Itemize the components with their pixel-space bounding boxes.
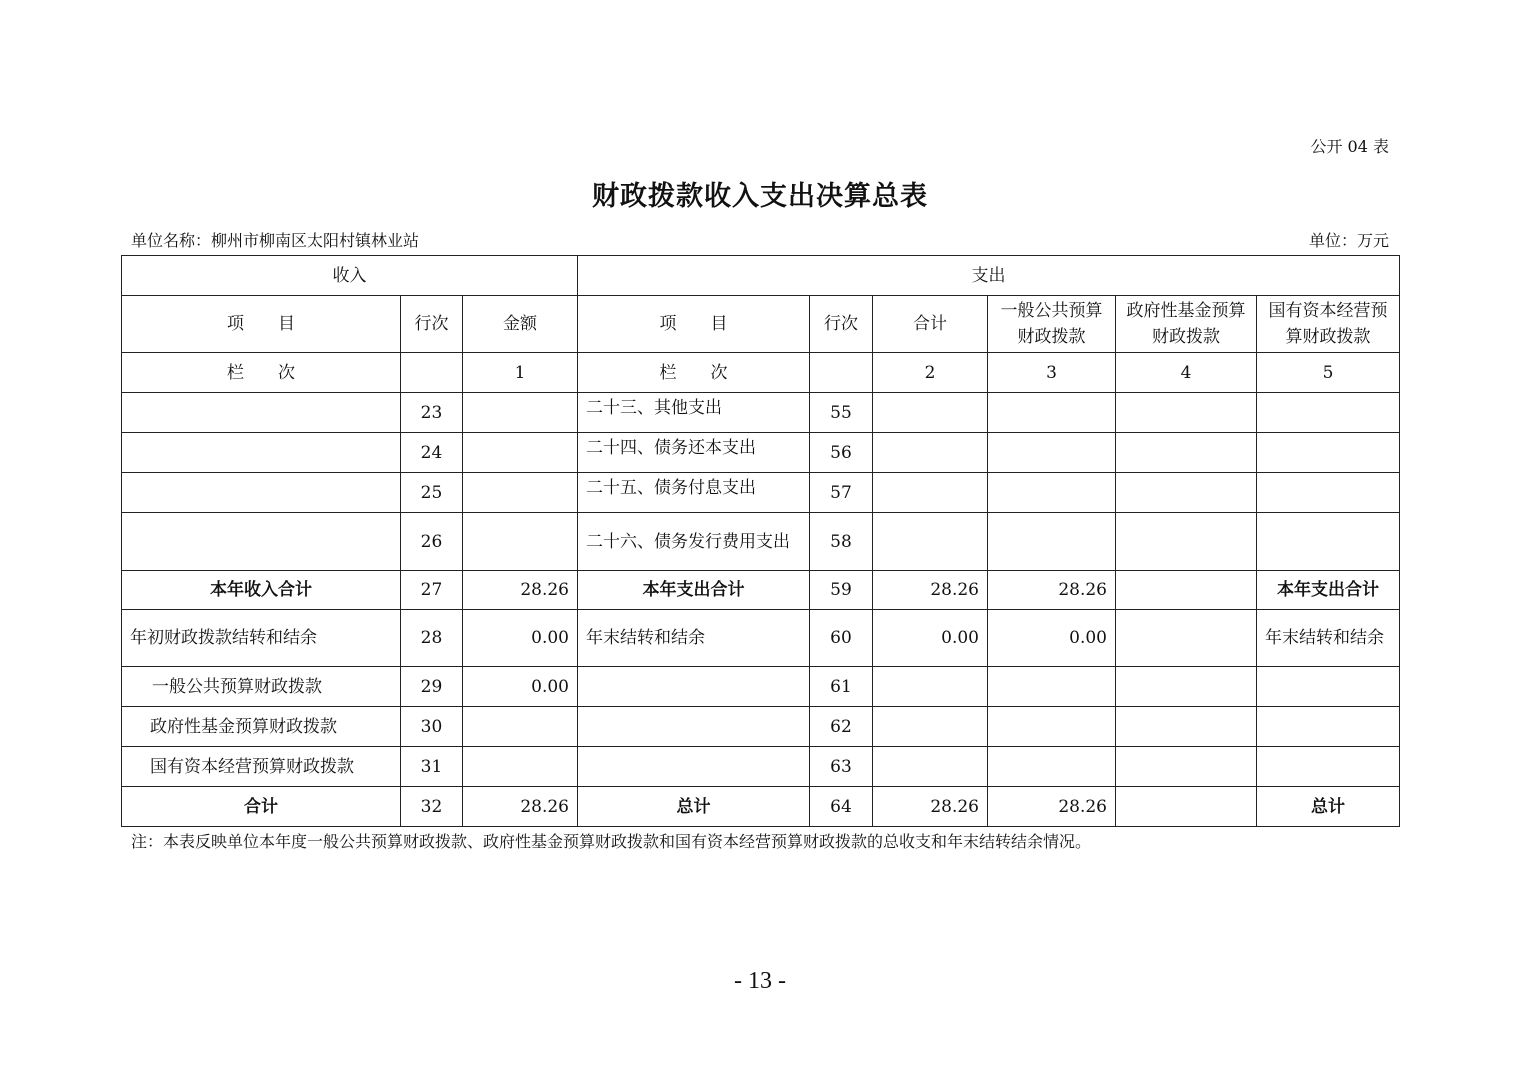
- expense-total-cell: [873, 513, 988, 571]
- fund-budget-cell: [1116, 473, 1257, 513]
- expense-row-no-cell: 63: [810, 747, 873, 787]
- table-row: [122, 393, 1400, 433]
- expense-item-cell: 本年支出合计: [578, 571, 810, 610]
- state-capital-cell: [1257, 393, 1400, 433]
- general-budget-cell: 28.26: [988, 571, 1116, 610]
- fund-budget-cell: [1116, 513, 1257, 571]
- page-number: - 13 -: [734, 968, 786, 994]
- income-item-cell: [122, 513, 401, 571]
- expense-total-cell: [873, 747, 988, 787]
- fund-budget-cell: [1116, 610, 1257, 667]
- income-row-no-cell: 27: [401, 571, 463, 610]
- expense-item-cell: 二十四、债务还本支出: [578, 433, 810, 473]
- currency-unit: 单位：万元: [1308, 231, 1389, 250]
- expense-row-no-cell: 60: [810, 610, 873, 667]
- expense-row-no-cell: 61: [810, 667, 873, 707]
- expense-item-cell: 总计: [578, 787, 810, 827]
- income-amount-cell: 0.00: [463, 610, 578, 667]
- income-item-cell: 年初财政拨款结转和结余: [122, 610, 401, 667]
- general-budget-cell: [988, 513, 1116, 571]
- expense-index-general: 3: [988, 353, 1116, 393]
- expense-group-header: 支出: [578, 256, 1400, 296]
- table-row: [122, 513, 1400, 571]
- income-item-cell: 政府性基金预算财政拨款: [122, 707, 401, 747]
- table-row: [122, 610, 1400, 667]
- general-budget-header: 一般公共预算财政拨款: [988, 296, 1116, 353]
- column-header-row: [122, 296, 1400, 353]
- expense-item-cell: 年末结转和结余: [578, 610, 810, 667]
- income-row-no-cell: 23: [401, 393, 463, 433]
- form-number: 公开 04 表: [1310, 137, 1389, 156]
- expense-item-header: 项 目: [578, 296, 810, 353]
- expense-index-total: 2: [873, 353, 988, 393]
- table-row: [122, 747, 1400, 787]
- table-row: [122, 787, 1400, 827]
- fund-budget-cell: [1116, 433, 1257, 473]
- income-row-no-cell: 24: [401, 433, 463, 473]
- general-budget-cell: [988, 433, 1116, 473]
- expense-total-cell: [873, 433, 988, 473]
- income-row-no-header: 行次: [401, 296, 463, 353]
- expense-row-no-cell: 59: [810, 571, 873, 610]
- income-index-row-no: [401, 353, 463, 393]
- fund-budget-cell: [1116, 571, 1257, 610]
- income-amount-cell: [463, 513, 578, 571]
- state-capital-cell: 本年支出合计: [1257, 571, 1400, 610]
- income-amount-cell: [463, 433, 578, 473]
- income-item-cell: [122, 393, 401, 433]
- table-row: [122, 433, 1400, 473]
- budget-table: [121, 255, 1400, 827]
- income-item-cell: 国有资本经营预算财政拨款: [122, 747, 401, 787]
- expense-item-cell: [578, 667, 810, 707]
- state-capital-cell: 年末结转和结余: [1257, 610, 1400, 667]
- income-row-no-cell: 30: [401, 707, 463, 747]
- income-group-header: 收入: [122, 256, 578, 296]
- general-budget-cell: [988, 747, 1116, 787]
- income-item-cell: 本年收入合计: [122, 571, 401, 610]
- fund-budget-cell: [1116, 707, 1257, 747]
- table-row: [122, 707, 1400, 747]
- income-amount-cell: 0.00: [463, 667, 578, 707]
- expense-total-cell: [873, 473, 988, 513]
- general-budget-cell: [988, 393, 1116, 433]
- expense-row-no-cell: 62: [810, 707, 873, 747]
- income-item-cell: 合计: [122, 787, 401, 827]
- expense-item-cell: [578, 747, 810, 787]
- income-item-header: 项 目: [122, 296, 401, 353]
- state-capital-header: 国有资本经营预算财政拨款: [1257, 296, 1400, 353]
- income-row-no-cell: 29: [401, 667, 463, 707]
- income-row-no-cell: 28: [401, 610, 463, 667]
- table-row: [122, 473, 1400, 513]
- column-index-row: [122, 353, 1400, 393]
- income-row-no-cell: 31: [401, 747, 463, 787]
- expense-index-state: 5: [1257, 353, 1400, 393]
- expense-item-cell: 二十三、其他支出: [578, 393, 810, 433]
- state-capital-cell: [1257, 473, 1400, 513]
- general-budget-cell: 28.26: [988, 787, 1116, 827]
- income-item-cell: [122, 473, 401, 513]
- income-amount-header: 金额: [463, 296, 578, 353]
- income-amount-cell: [463, 747, 578, 787]
- expense-row-no-cell: 57: [810, 473, 873, 513]
- group-header-row: [122, 256, 1400, 296]
- general-budget-cell: 0.00: [988, 610, 1116, 667]
- general-budget-cell: [988, 667, 1116, 707]
- income-amount-cell: [463, 707, 578, 747]
- income-row-no-cell: 25: [401, 473, 463, 513]
- expense-row-no-cell: 55: [810, 393, 873, 433]
- expense-total-cell: [873, 707, 988, 747]
- expense-index-label: 栏 次: [578, 353, 810, 393]
- expense-item-cell: [578, 707, 810, 747]
- fund-budget-cell: [1116, 787, 1257, 827]
- expense-row-no-cell: 56: [810, 433, 873, 473]
- fund-budget-cell: [1116, 393, 1257, 433]
- expense-row-no-header: 行次: [810, 296, 873, 353]
- state-capital-cell: 总计: [1257, 787, 1400, 827]
- expense-item-cell: 二十五、债务付息支出: [578, 473, 810, 513]
- income-row-no-cell: 26: [401, 513, 463, 571]
- fund-budget-cell: [1116, 667, 1257, 707]
- income-amount-cell: 28.26: [463, 787, 578, 827]
- state-capital-cell: [1257, 433, 1400, 473]
- state-capital-cell: [1257, 667, 1400, 707]
- expense-total-cell: [873, 667, 988, 707]
- expense-total-cell: 28.26: [873, 787, 988, 827]
- income-index-amount: 1: [463, 353, 578, 393]
- income-index-label: 栏 次: [122, 353, 401, 393]
- income-amount-cell: 28.26: [463, 571, 578, 610]
- income-row-no-cell: 32: [401, 787, 463, 827]
- unit-name: 单位名称：柳州市柳南区太阳村镇林业站: [131, 231, 420, 250]
- state-capital-cell: [1257, 707, 1400, 747]
- state-capital-cell: [1257, 747, 1400, 787]
- expense-item-cell: 二十六、债务发行费用支出: [578, 513, 810, 571]
- table-row: [122, 571, 1400, 610]
- expense-total-header: 合计: [873, 296, 988, 353]
- general-budget-cell: [988, 473, 1116, 513]
- general-budget-cell: [988, 707, 1116, 747]
- expense-row-no-cell: 58: [810, 513, 873, 571]
- fund-budget-header: 政府性基金预算财政拨款: [1116, 296, 1257, 353]
- expense-total-cell: 0.00: [873, 610, 988, 667]
- footnote: 注：本表反映单位本年度一般公共预算财政拨款、政府性基金预算财政拨款和国有资本经营预算财政拨款的总收支和年末结转结余情况。: [131, 832, 1092, 851]
- income-item-cell: 一般公共预算财政拨款: [122, 667, 401, 707]
- table-row: [122, 667, 1400, 707]
- expense-row-no-cell: 64: [810, 787, 873, 827]
- expense-index-row-no: [810, 353, 873, 393]
- income-amount-cell: [463, 473, 578, 513]
- expense-total-cell: [873, 393, 988, 433]
- state-capital-cell: [1257, 513, 1400, 571]
- expense-index-fund: 4: [1116, 353, 1257, 393]
- page-title: 财政拨款收入支出决算总表: [592, 181, 928, 212]
- income-amount-cell: [463, 393, 578, 433]
- fund-budget-cell: [1116, 747, 1257, 787]
- expense-total-cell: 28.26: [873, 571, 988, 610]
- income-item-cell: [122, 433, 401, 473]
